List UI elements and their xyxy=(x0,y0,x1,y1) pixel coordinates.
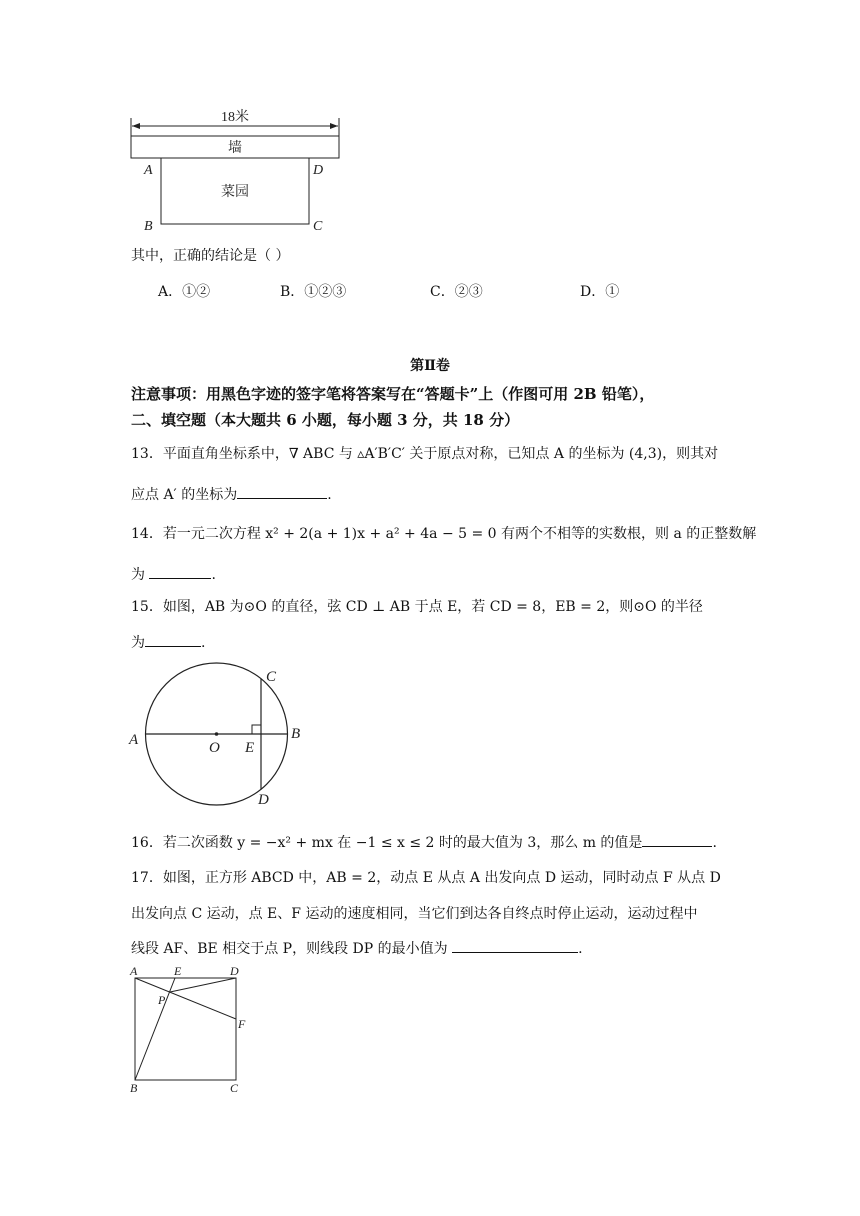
q14-line1: 14．若一元二次方程 x² + 2(a + 1)x + a² + 4a − 5 = 0 有两个不相等的实数根，则 a 的正整数解 xyxy=(131,526,757,542)
q14-line2 xyxy=(131,564,216,585)
square-point-c: C xyxy=(230,1081,239,1095)
q17-period: . xyxy=(578,941,583,957)
circle-point-c: C xyxy=(266,669,277,685)
q17-line1: 17．如图，正方形 ABCD 中，AB = 2，动点 E 从点 A 出发向点 D 运动，同时动点 F 从点 D xyxy=(131,870,721,886)
center-dot xyxy=(215,732,219,736)
q13-line2-text: 应点 A′ 的坐标为 xyxy=(131,487,238,503)
garden-label: 菜园 xyxy=(221,185,249,200)
segment-dp xyxy=(170,978,236,992)
circle-point-b: B xyxy=(291,726,301,742)
q13-line2 xyxy=(131,484,332,505)
q17-line3-text: 线段 AF、BE 相交于点 P，则线段 DP 的最小值为 xyxy=(131,941,448,957)
q12-option-a: A．①② xyxy=(158,284,211,300)
segment-be xyxy=(135,978,175,1080)
q12-option-b: B．①②③ xyxy=(280,284,347,300)
circle-figure xyxy=(124,662,310,810)
square-point-e: E xyxy=(174,964,182,978)
section-notice: 注意事项：用黑色字迹的签字笔将答案写在“答题卡”上（作图可用 2B 铅笔）， xyxy=(131,385,655,403)
q13-period: . xyxy=(327,487,332,503)
circle-point-a: A xyxy=(129,732,139,748)
square-figure xyxy=(124,962,254,1096)
dimension-label: 18米 xyxy=(221,110,249,125)
q16-line1-text: 16．若二次函数 y = −x² + mx 在 −1 ≤ x ≤ 2 时的最大值为 3，那么 m 的值是 xyxy=(131,835,643,851)
q15-period: . xyxy=(201,635,206,651)
q16-line1 xyxy=(131,832,717,853)
point-b-label: B xyxy=(144,219,153,234)
q13-answer-blank[interactable] xyxy=(237,484,327,499)
q17-line3 xyxy=(131,938,583,959)
q14-answer-blank[interactable] xyxy=(149,564,211,579)
q15-line2-text: 为 xyxy=(131,635,145,651)
q15-line2 xyxy=(131,632,205,653)
garden-figure xyxy=(120,104,360,234)
q12-option-d: D．① xyxy=(580,284,620,300)
circle-point-o: O xyxy=(209,740,220,756)
point-a-label: A xyxy=(144,163,153,178)
section-title: 第Ⅱ卷 xyxy=(410,358,450,374)
square-point-d: D xyxy=(230,964,239,978)
square-point-a: A xyxy=(130,964,138,978)
wall-label: 墙 xyxy=(228,141,242,156)
circle-point-e: E xyxy=(245,740,255,756)
q13-line1: 13．平面直角坐标系中，∇ ABC 与 ▵A′B′C′ 关于原点对称，已知点 A 的坐标为 (4,3)，则其对 xyxy=(131,446,719,462)
q16-answer-blank[interactable] xyxy=(642,832,712,847)
point-d-label: D xyxy=(313,163,324,178)
q17-line2: 出发向点 C 运动，点 E、F 运动的速度相同，当它们到达各自终点时停止运动，运动过程中 xyxy=(131,906,698,922)
right-angle-mark xyxy=(252,725,261,734)
q12-option-c: C．②③ xyxy=(430,284,483,300)
q17-answer-blank[interactable] xyxy=(452,938,578,953)
point-c-label: C xyxy=(313,219,323,234)
q14-line2-text: 为 xyxy=(131,567,145,583)
q16-period: . xyxy=(712,835,717,851)
square-point-f: F xyxy=(238,1017,246,1031)
square-abcd xyxy=(135,978,236,1080)
q15-line1: 15．如图，AB 为⊙O 的直径，弦 CD ⊥ AB 于点 E，若 CD = 8，EB = 2，则⊙O 的半径 xyxy=(131,599,703,615)
segment-af xyxy=(135,978,236,1019)
q15-answer-blank[interactable] xyxy=(145,632,201,647)
square-point-p: P xyxy=(158,993,166,1007)
section-heading: 二、填空题（本大题共 6 小题，每小题 3 分，共 18 分） xyxy=(131,411,520,429)
q14-period: . xyxy=(211,567,216,583)
square-point-b: B xyxy=(130,1081,138,1095)
q12-prompt: 其中，正确的结论是（ ） xyxy=(131,248,290,264)
circle-point-d: D xyxy=(258,792,269,808)
